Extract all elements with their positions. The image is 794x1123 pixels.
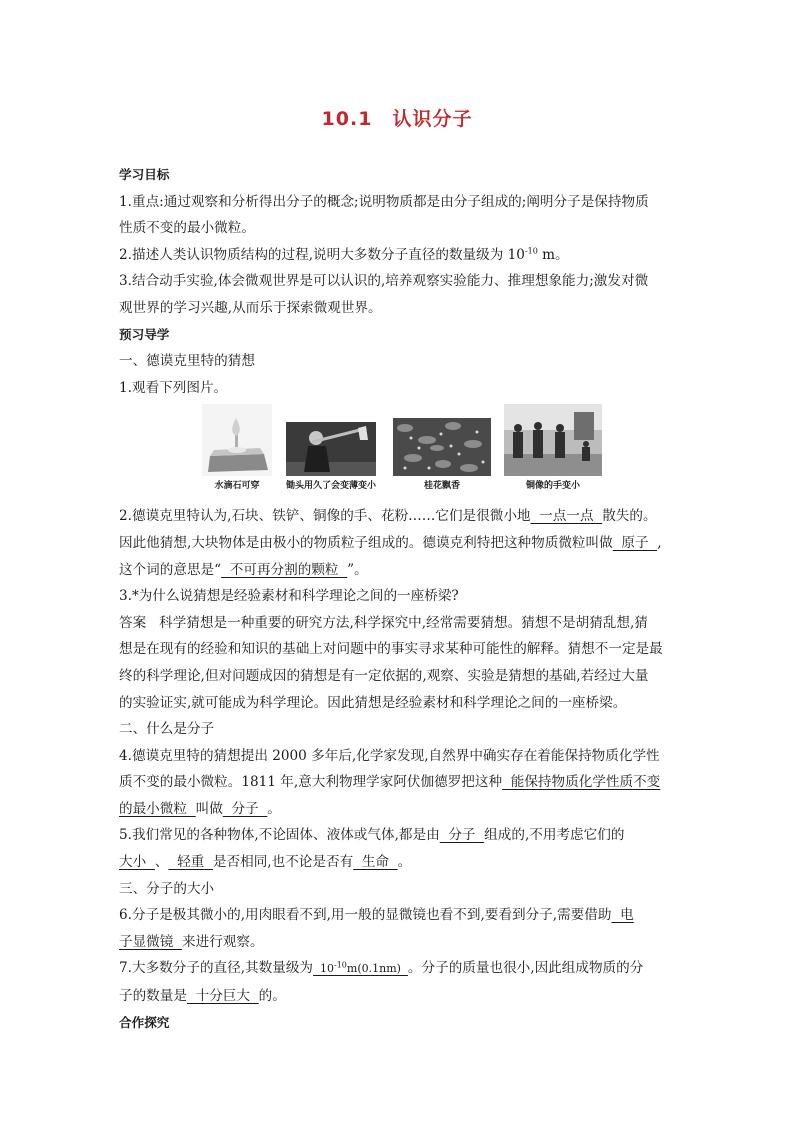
answer-blank: 子显微镜 [119,933,183,950]
question-6-line-1: 6.分子是极其微小的,用肉眼看不到,用一般的显微镜也看不到,要看到分子,需要借助 电 [119,907,634,924]
answer-blank: 轻重 [168,854,213,871]
figure-caption: 水滴石可穿 [214,481,260,492]
goal-2: 2.描述人类认识物质结构的过程,说明大多数分子直径的数量级为 $10^{-10}$ m。 [119,246,569,263]
main-content [119,162,679,1036]
answer-blank: 不可再分割的颗粒 [221,561,348,578]
answer-blank: 的最小微粒 [119,800,196,817]
goal-1-line-1: 1.重点:通过观察和分析得出分子的概念;说明物质都是由分子组成的;阐明分子是保持物质 [119,193,649,210]
question-7-line-2: 子的数量是 十分巨大 的。 [119,988,286,1005]
answer-line-1: 答案 科学猜想是一种重要的研究方法,科学探究中,经常需要猜想。猜想不是胡猜乱想,猜 [119,614,648,631]
answer-blank: 十分巨大 [186,988,259,1005]
answer-line-3: 终的科学理论,但对问题成因的猜想是有一定依据的,观察、实验是猜想的基础,若经过大量 [119,667,649,684]
goal-3-line-1: 3.结合动手实验,体会微观世界是可以认识的,培养观察实验能力、推理想象能力;激发对微 [119,273,649,290]
section-1-heading: 一、德谟克里特的猜想 [119,353,255,370]
section-3-heading: 三、分子的大小 [119,880,215,897]
answer-blank: 大小 [119,854,155,871]
water-drop-stone-image [202,404,272,476]
figure-hoe [279,404,383,492]
question-7-line-1: 7.大多数分子的直径,其数量级为 $10^{-10}m(0.1nm)$ 。分子的质量也很小,因此组成物质的分 [119,960,644,977]
answer-blank: 能保持物质化学性质不变 [502,774,661,791]
preview-heading: 预习导学 [119,326,170,342]
coop-heading: 合作探究 [119,1014,170,1030]
goal-1-line-2: 性质不变的最小微粒。 [119,220,255,237]
osmanthus-flowers-image [393,418,491,476]
page-title [0,104,794,131]
answer-blank: 分子 [439,827,485,844]
answer-line-4: 的实验证实,就可能成为科学理论。因此猜想是经验素材和科学理论之间的一座桥梁。 [119,694,627,711]
figure-osmanthus [391,404,493,492]
question-3: 3.*为什么说猜想是经验素材和科学理论之间的一座桥梁? [119,588,459,605]
question-2-line-1: 2.德谟克里特认为,石块、铁铲、铜像的手、花粉……它们是很微小地 一点一点 散失的。 [119,508,657,525]
section-2-heading: 二、什么是分子 [119,721,215,738]
question-4-line-1: 4.德谟克里特的猜想提出 2000 多年后,化学家发现,自然界中确实存在着能保持物质化学性 [119,747,660,764]
answer-blank: 分子 [222,800,268,817]
figure-caption: 铜像的手变小 [525,481,580,492]
question-1: 1.观看下列图片。 [119,379,228,396]
question-5-line-2: 大小 、 轻重 是否相同,也不论是否有 生命 。 [119,854,412,871]
question-4-line-3: 的最小微粒 叫做 分子 。 [119,800,281,817]
goal-3-line-2: 观世界的学习兴趣,从而乐于探索微观世界。 [119,299,382,316]
figure-caption: 锄头用久了会变薄变小 [285,481,376,492]
figure-caption: 桂花飘香 [423,481,460,492]
section-number: 10.1 [321,108,373,130]
title-text: 认识分子 [392,108,473,130]
figure-row [119,404,679,500]
answer-line-2: 想是在现有的经验和知识的基础上对问题中的事实寻求某种可能性的解释。猜想不一定是最 [119,641,663,658]
question-6-line-2: 子显微镜 来进行观察。 [119,933,264,950]
question-2-line-3: 这个词的意思是“ 不可再分割的颗粒 ”。 [119,561,368,578]
figure-water-drop [199,404,275,492]
question-2-line-2: 因此他猜想,大块物体是由极小的物质粒子组成的。德谟克利特把这种物质微粒叫做 原子 , [119,534,662,551]
answer-blank: 电 [611,907,634,924]
hoe-farmer-image [286,422,376,476]
answer-blank: $10^{-10}m(0.1nm)$ [313,960,408,976]
answer-blank: 原子 [612,534,658,551]
answer-blank: 生命 [353,854,398,871]
question-4-line-2: 质不变的最小微粒。1811 年,意大利物理学家阿伏伽德罗把这种 能保持物质化学性质不变 [119,774,661,791]
goals-heading: 学习目标 [119,167,170,182]
bronze-statue-image [504,404,602,476]
question-5-line-1: 5.我们常见的各种物体,不论固体、液体或气体,都是由 分子 组成的,不用考虑它们的 [119,827,625,844]
figure-bronze-statue [501,404,605,492]
answer-blank: 一点一点 [530,508,603,525]
